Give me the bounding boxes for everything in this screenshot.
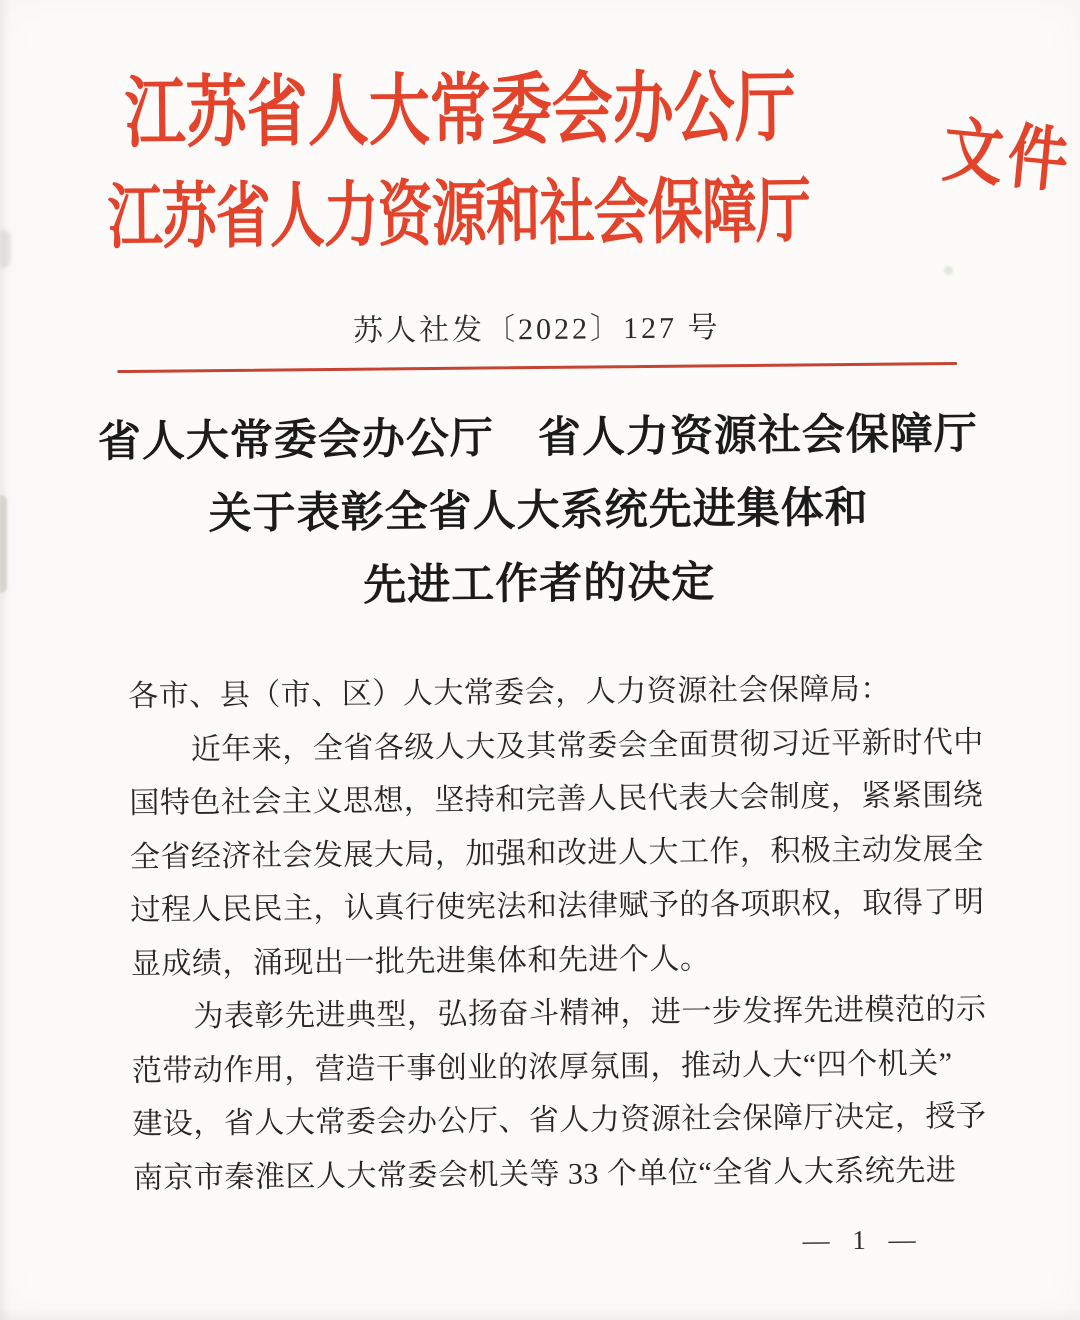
title-line-2: 关于表彰全省人大系统先进集体和 bbox=[208, 484, 869, 539]
title-line-3: 先进工作者的决定 bbox=[363, 559, 716, 610]
body-line: 显成绩，涌现出一批先进集体和先进个人。 bbox=[130, 941, 711, 981]
body-line: 为表彰先进典型，弘扬奋斗精神，进一步发挥先进模范的示 bbox=[193, 992, 987, 1034]
issuing-org-line-2: 江苏省人力资源和社会保障厅 bbox=[107, 171, 811, 258]
title-line-1: 省人大常委会办公厅 省人力资源社会保障厅 bbox=[97, 410, 979, 467]
body-line: 过程人民民主，认真行使宪法和法律赋予的各项职权，取得了明 bbox=[130, 885, 985, 927]
body-line: 范带动作用，营造干事创业的浓厚氛围，推动人大“四个机关” bbox=[131, 1046, 953, 1088]
issuing-org-line-1: 江苏省人大常委会办公厅 bbox=[124, 66, 797, 159]
body-line: 南京市秦淮区人大常委会机关等 33 个单位“全省人大系统先进 bbox=[132, 1153, 957, 1195]
body-line: 全省经济社会发展大局，加强和改进人大工作，积极主动发展全 bbox=[129, 832, 984, 874]
reference-number: 苏人社发〔2022〕127 号 bbox=[352, 311, 721, 348]
red-separator-line bbox=[117, 362, 957, 373]
letterhead bbox=[107, 40, 1077, 263]
page-number: — 1 — bbox=[802, 1224, 924, 1256]
body-line: 各市、县（市、区）人大常委会，人力资源社会保障局： bbox=[128, 672, 891, 713]
body-line: 国特色社会主义思想，坚持和完善人民代表大会制度，紧紧围绕 bbox=[129, 778, 984, 820]
document-title bbox=[0, 397, 1080, 626]
document-body bbox=[128, 662, 987, 1205]
document-type-label: 文件 bbox=[939, 111, 1077, 202]
body-line: 建设，省人大常委会办公厅、省人力资源社会保障厅决定，授予 bbox=[132, 1099, 987, 1141]
body-line: 近年来，全省各级人大及其常委会全面贯彻习近平新时代中 bbox=[190, 725, 984, 766]
